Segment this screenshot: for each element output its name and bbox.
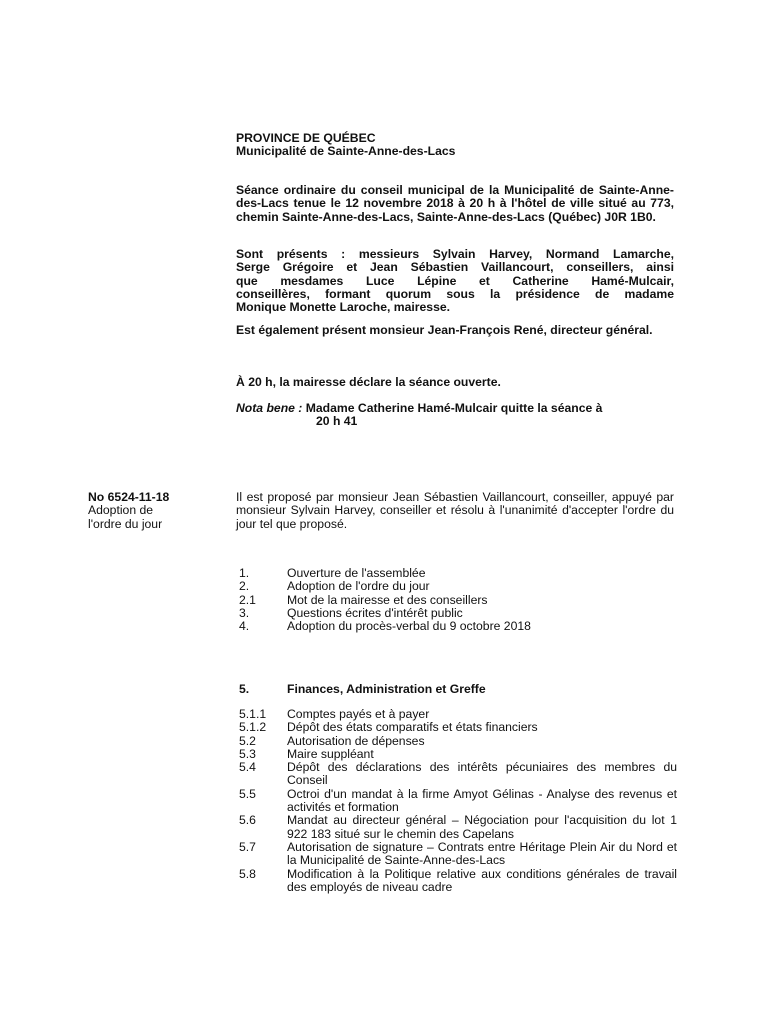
list-item	[239, 607, 677, 620]
present-line: conseillères, formant quorum sous la présidence de madame	[236, 286, 674, 301]
present-line: Monique Monette Laroche, mairesse.	[236, 300, 451, 315]
item-text: Comptes payés et à payer	[287, 707, 430, 721]
list-item	[239, 788, 677, 815]
nota-bene	[236, 402, 674, 429]
item-number: 1.	[239, 566, 250, 580]
item-number: 5.5	[239, 786, 256, 801]
item-text: Mandat au directeur général – Négociation pour l'acquisition du lot 1 922 183 situé sur le chemin des Capelans	[287, 813, 677, 841]
opening-statement: À 20 h, la mairesse déclare la séance ouverte.	[236, 375, 501, 389]
list-item	[239, 841, 677, 868]
item-number: 5.2	[239, 733, 256, 748]
item-number: 5.1.2	[239, 720, 267, 735]
item-number: 5.7	[239, 839, 256, 854]
list-item	[239, 814, 677, 841]
section-items	[239, 708, 677, 894]
list-item	[239, 567, 677, 580]
also-present: Est également présent monsieur Jean-François René, directeur général.	[236, 323, 653, 337]
municipality-heading: Municipalité de Sainte-Anne-des-Lacs	[236, 144, 456, 159]
list-item	[239, 735, 677, 748]
present-members	[236, 248, 674, 314]
item-number: 5.1.1	[239, 707, 267, 721]
present-line: Sont présents : messieurs Sylvain Harvey, Normand Lamarche,	[236, 247, 674, 261]
list-item	[239, 748, 677, 761]
item-text: Dépôt des déclarations des intérêts pécuniaires des membres du Conseil	[287, 760, 677, 788]
resolution-title: Adoption de	[88, 503, 154, 518]
item-text: Autorisation de dépenses	[287, 733, 425, 748]
item-text: Dépôt des états comparatifs et états financiers	[287, 720, 538, 735]
item-text: Modification à la Politique relative aux conditions générales de travail des employés de niveau cadre	[287, 866, 677, 894]
resolution-title: l'ordre du jour	[88, 516, 163, 531]
section-heading	[239, 683, 677, 696]
section-title: Finances, Administration et Greffe	[287, 682, 486, 696]
item-number: 2.	[239, 579, 250, 594]
nota-bene-time: 20 h 41	[316, 414, 358, 429]
nota-bene-label: Nota bene :	[236, 401, 303, 415]
session-intro: Séance ordinaire du conseil municipal de la Municipalité de Sainte-Anne-des-Lacs tenue le 12 novembre 2018 à 20 h à l'hôtel de ville situé au 773, chemin Sainte-Anne-des-Lacs, Sainte-Anne-des-Lacs (Québec) J0R 1B0.	[236, 183, 674, 224]
item-text: Maire suppléant	[287, 746, 374, 761]
list-item	[239, 580, 677, 593]
list-item	[239, 721, 677, 734]
list-item	[239, 708, 677, 721]
resolution-text: Il est proposé par monsieur Jean Sébastien Vaillancourt, conseiller, appuyé par monsieur Sylvain Harvey, conseiller et résolu à l'unanimité d'accepter l'ordre du jour tel que proposé.	[236, 490, 674, 531]
item-number: 4.	[239, 619, 250, 634]
item-text: Mot de la mairesse et des conseillers	[287, 592, 488, 607]
item-number: 5.3	[239, 746, 256, 761]
item-text: Ouverture de l'assemblée	[287, 566, 426, 580]
item-number: 2.1	[239, 592, 256, 607]
list-item	[239, 620, 677, 633]
item-number: 5.6	[239, 813, 256, 828]
agenda-list	[239, 567, 677, 633]
section-number: 5.	[239, 682, 250, 696]
item-text: Adoption du procès-verbal du 9 octobre 2018	[287, 619, 531, 634]
item-number: 3.	[239, 605, 250, 620]
nota-bene-text: Madame Catherine Hamé-Mulcair quitte la séance à	[302, 401, 603, 415]
item-text: Autorisation de signature – Contrats entre Héritage Plein Air du Nord et la Municipalité de Sainte-Anne-des-Lacs	[287, 839, 677, 868]
item-number: 5.8	[239, 866, 256, 881]
list-item	[239, 594, 677, 607]
list-item	[239, 761, 677, 788]
resolution-margin	[88, 491, 218, 531]
item-number: 5.4	[239, 760, 256, 775]
resolution-number: No 6524-11-18	[88, 490, 170, 504]
item-text: Octroi d'un mandat à la firme Amyot Gélinas - Analyse des revenus et activités et formation	[287, 786, 677, 815]
province-heading: PROVINCE DE QUÉBEC	[236, 131, 376, 145]
item-text: Adoption de l'ordre du jour	[287, 579, 430, 594]
present-line: Serge Grégoire et Jean Sébastien Vaillancourt, conseillers, ainsi	[236, 260, 674, 275]
document-header	[236, 132, 674, 159]
present-line: que mesdames Luce Lépine et Catherine Hamé-Mulcair,	[236, 273, 674, 288]
list-item	[239, 868, 677, 895]
item-text: Questions écrites d'intérêt public	[287, 605, 463, 620]
